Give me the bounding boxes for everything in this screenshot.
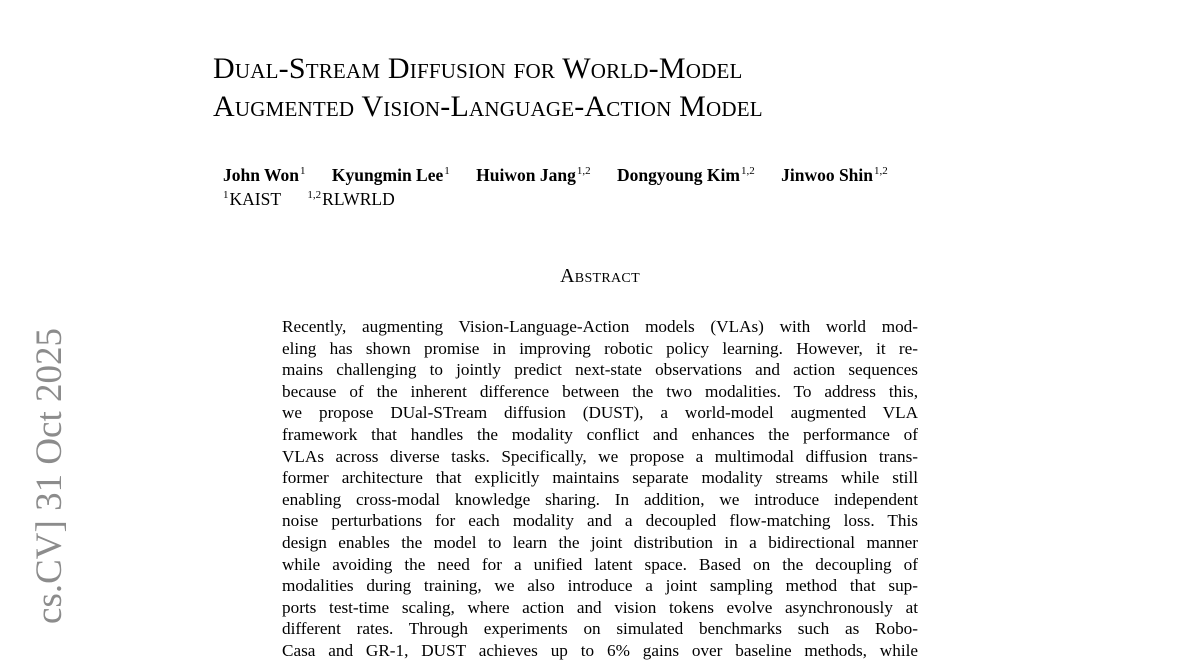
author-name: Huiwon Jang — [476, 165, 576, 185]
abstract-line: we propose DUal-STream diffusion (DUST), a world-model augmented VLA — [282, 403, 918, 423]
author — [781, 160, 888, 186]
author-name: Dongyoung Kim — [616, 165, 740, 185]
abstract-line: ports test-time scaling, where action and vision tokens evolve asynchronously at — [282, 597, 918, 617]
abstract-line: while avoiding the need for a unified latent space. Based on the decoupling of — [282, 554, 918, 574]
arxiv-side-stamp: cs.CV] 31 Oct 2025 — [29, 328, 70, 624]
author-name: John Won — [223, 165, 300, 185]
title-line-1: Dual-Stream Diffusion for World-Model — [213, 52, 743, 85]
affiliation — [223, 184, 281, 210]
abstract-line: different rates. Through experiments on simulated benchmarks such as Robo- — [282, 619, 918, 639]
abstract-line: mains challenging to jointly predict next-state observations and action sequences — [282, 360, 918, 380]
author-affiliation-mark: 1 — [444, 165, 450, 177]
abstract-line: framework that handles the modality conflict and enhances the performance of — [282, 424, 918, 444]
abstract-line: Casa and GR-1, DUST achieves up to 6% gains over baseline methods, while — [282, 640, 918, 660]
affiliation-mark: 1,2 — [307, 189, 322, 201]
abstract-line: design enables the model to learn the joint distribution in a bidirectional manner — [282, 532, 918, 552]
author — [617, 160, 755, 186]
author-name: Kyungmin Lee — [331, 165, 444, 185]
abstract-heading: Abstract — [560, 265, 640, 287]
abstract-body — [282, 316, 918, 662]
abstract-line: eling has shown promise in improving robotic policy learning. However, it re- — [282, 338, 918, 358]
abstract-line: enabling cross-modal knowledge sharing. In addition, we introduce independent — [282, 489, 918, 509]
affiliation-name: KAIST — [229, 189, 282, 209]
abstract-line: because of the inherent difference between the two modalities. To address this, — [282, 381, 918, 401]
paper-title — [213, 50, 763, 126]
author-list — [223, 160, 910, 186]
affiliation-name: RLWRLD — [322, 189, 395, 209]
abstract-line: noise perturbations for each modality and a decoupled flow-matching loss. This — [282, 511, 918, 531]
author-affiliation-mark: 1 — [300, 165, 306, 177]
abstract-line: former architecture that explicitly maintains separate modality streams while still — [282, 468, 918, 488]
title-line-2: Augmented Vision-Language-Action Model — [213, 90, 763, 123]
author-affiliation-mark: 1,2 — [874, 165, 888, 177]
author-name: Jinwoo Shin — [781, 165, 874, 185]
author — [332, 160, 450, 186]
author — [223, 160, 306, 186]
affiliation-mark: 1 — [223, 189, 229, 201]
abstract-line: VLAs across diverse tasks. Specifically, we propose a multimodal diffusion trans- — [282, 446, 918, 466]
affiliation-list — [223, 184, 417, 210]
author-affiliation-mark: 1,2 — [740, 165, 755, 177]
abstract-line: Recently, augmenting Vision-Language-Action models (VLAs) with world mod- — [282, 317, 918, 336]
affiliation — [307, 184, 394, 210]
author — [476, 160, 590, 186]
abstract-line: modalities during training, we also introduce a joint sampling method that sup- — [282, 576, 918, 596]
author-affiliation-mark: 1,2 — [576, 165, 591, 177]
